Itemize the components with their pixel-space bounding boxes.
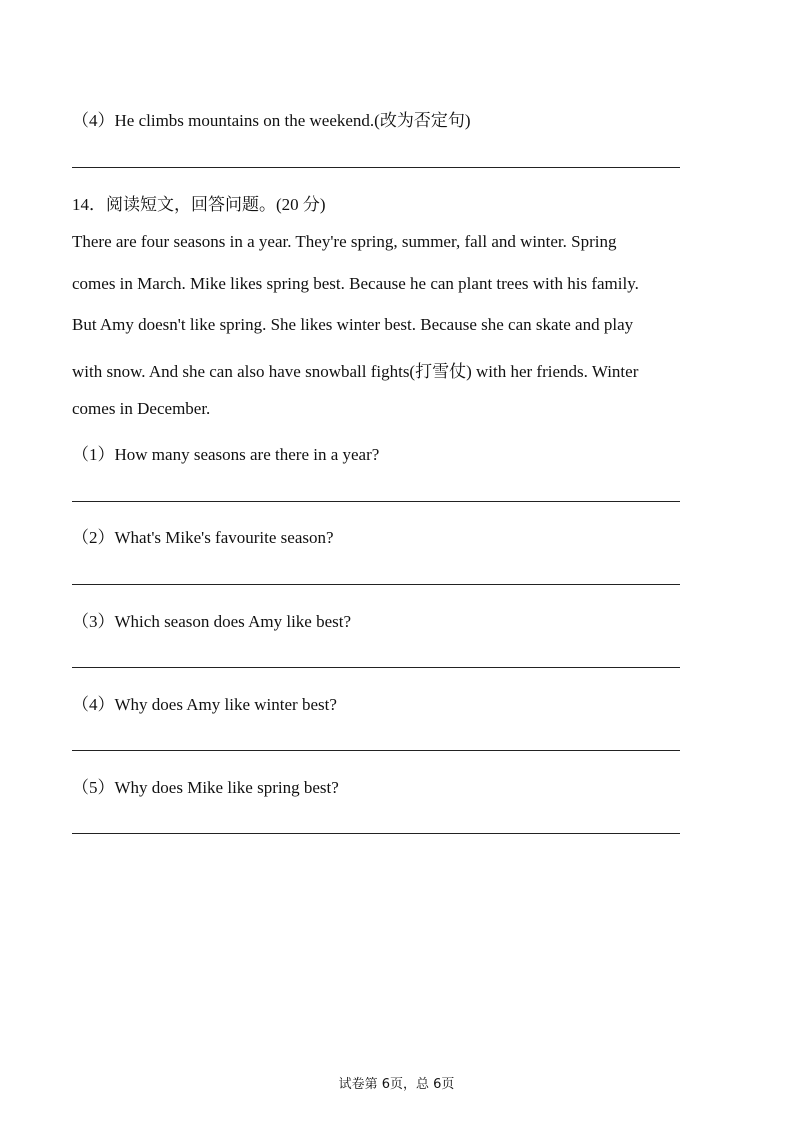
answer-line-1[interactable] bbox=[72, 501, 680, 502]
question-2: （2）What's Mike's favourite season? bbox=[72, 528, 334, 547]
passage-line-2: comes in March. Mike likes spring best. Because he can plant trees with his family. bbox=[72, 274, 639, 293]
question-3: （3）Which season does Amy like best? bbox=[72, 612, 352, 631]
question-4: （4）Why does Amy like winter best? bbox=[72, 695, 337, 714]
page-footer: 试卷第 6页，总 6页 bbox=[338, 1077, 455, 1092]
answer-line-q13-4[interactable] bbox=[72, 167, 680, 168]
question-5: （5）Why does Mike like spring best? bbox=[72, 778, 339, 797]
answer-line-4[interactable] bbox=[72, 750, 680, 751]
passage-line-3: But Amy doesn't like spring. She likes winter best. Because she can skate and play bbox=[72, 315, 634, 334]
passage-line-1: There are four seasons in a year. They're spring, summer, fall and winter. Spring bbox=[72, 232, 617, 251]
answer-line-5[interactable] bbox=[72, 833, 680, 834]
question-1: （1）How many seasons are there in a year? bbox=[72, 445, 380, 464]
q13-item-4: （4）He climbs mountains on the weekend.(改为否定句) bbox=[72, 111, 471, 130]
answer-line-2[interactable] bbox=[72, 584, 680, 585]
passage-line-4: with snow. And she can also have snowball fights(打雪仗) with her friends. Winter bbox=[72, 362, 639, 381]
passage-line-5: comes in December. bbox=[72, 399, 211, 418]
q14-heading: 14．阅读短文，回答问题。(20 分) bbox=[72, 195, 326, 214]
answer-line-3[interactable] bbox=[72, 667, 680, 668]
